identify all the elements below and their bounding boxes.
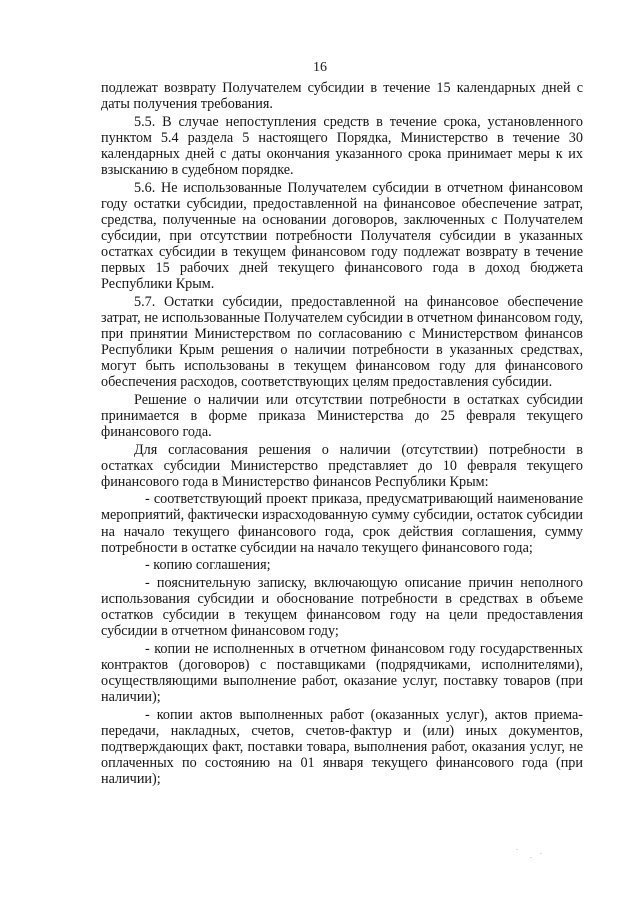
list-item-acts-copies: - копии актов выполненных работ (оказанных услуг), актов приема-передачи, накладных, счетов, счетов-фактур и (или) иных документов, подтверждающих факт, поставки товара, выполнения работ, оказания услуг, не оплаченных по состоянию на 01 января текущего финансового года (при наличии);: [101, 706, 583, 787]
paragraph-decision: Решение о наличии или отсутствии потребности в остатках субсидии принимается в форме приказа Министерства до 25 февраля текущего финансового года.: [101, 391, 583, 440]
list-item-agreement-copy: - копию соглашения;: [145, 557, 271, 574]
list-item-contract-copies: - копии не исполненных в отчетном финансовом году государственных контрактов (договоров) с поставщиками (подрядчиками, исполнителями), осуществляющими выполнение работ, оказание услуг, поставку товаров (при наличии);: [101, 640, 583, 705]
paragraph-5-7: 5.7. Остатки субсидии, предоставленной на финансовое обеспечение затрат, не использованные Получателем субсидии в отчетном финансовом году, при принятии Министерством по согласованию с Министерством финансов Республики Крым решения о наличии потребности в указанных средствах, могут быть использованы в текущем финансовом году для финансового обеспечения расходов, соответствующих целям предоставления субсидии.: [101, 293, 583, 391]
paragraph-5-6: 5.6. Не использованные Получателем субсидии в отчетном финансовом году остатки субсидии, предоставленной на финансовое обеспечение затрат, средства, полученные на основании договоров, заключенных с Получателем субсидии, при отсутствии потребности Получателя субсидии в указанных остатках субсидии в текущем финансовом году подлежат возврату в течение первых 15 рабочих дней текущего финансового года в доход бюджета Республики Крым.: [101, 179, 583, 293]
list-item-draft-order: - соответствующий проект приказа, предусматривающий наименование мероприятий, фактически израсходованную сумму субсидии, остаток субсидии на начало текущего финансового года, срок действия соглашения, сумму потребности в остатке субсидии на начало текущего финансового года;: [101, 491, 583, 556]
scan-speck: ·: [540, 851, 542, 858]
scan-speck: ·: [516, 847, 518, 854]
scan-speck: ·: [530, 855, 532, 862]
paragraph-return-continuation: подлежат возврату Получателем субсидии в течение 15 календарных дней с даты получения требования.: [101, 80, 583, 113]
list-item-explanatory-note: - пояснительную записку, включающую описание причин неполного использования субсидии и обоснование потребности в средствах в объеме остатков субсидии в текущем финансовом году на цели предоставления субсидии в отчетном финансовом году;: [101, 574, 583, 640]
paragraph-5-5: 5.5. В случае непоступления средств в течение срока, установленного пунктом 5.4 раздела 5 настоящего Порядка, Министерство в течение 30 календарных дней с даты окончания указанного срока принимает меры к их взысканию в судебном порядке.: [101, 113, 583, 178]
paragraph-approval: Для согласования решения о наличии (отсутствии) потребности в остатках субсидии Министерство представляет до 10 февраля текущего финансового года в Министерство финансов Республики Крым:: [101, 441, 583, 490]
document-body: [101, 80, 583, 789]
page-number: 16: [313, 60, 327, 75]
